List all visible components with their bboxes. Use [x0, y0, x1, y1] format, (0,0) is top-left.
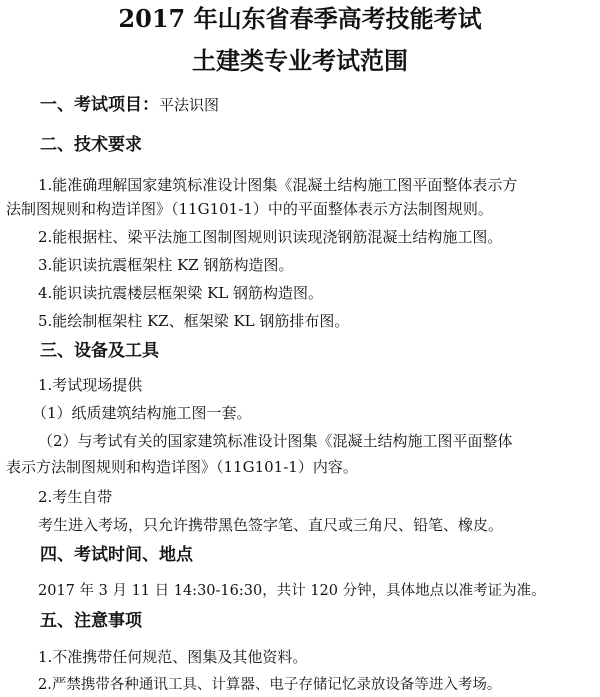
section-3-item-2: 2.考生自带	[38, 488, 113, 506]
section-1	[40, 94, 600, 116]
section-3-item-2-desc: 考生进入考场，只允许携带黑色签字笔、直尺或三角尺、铅笔、橡皮。	[38, 516, 504, 534]
section-2-item-4: 4.能识读抗震楼层框架梁 KL 钢筋构造图。	[38, 284, 324, 302]
section-3-item-1: 1.考试现场提供	[38, 376, 143, 394]
section-5-heading: 五、注意事项	[40, 611, 142, 631]
section-2-heading: 二、技术要求	[40, 135, 142, 155]
section-5-item-1: 1.不准携带任何规范、图集及其他资料。	[38, 648, 308, 666]
section-3-item-1-1: （1）纸质建筑结构施工图一套。	[32, 404, 252, 422]
section-1-heading: 一、考试项目：	[40, 95, 159, 115]
section-3-item-1-2: （2）与考试有关的国家建筑标准设计图集《混凝土结构施工图平面整体	[38, 432, 513, 450]
section-2-item-5: 5.能绘制框架柱 KZ、框架梁 KL 钢筋排布图。	[38, 312, 350, 330]
section-2-item-1-cont: 法制图规则和构造详图》（11G101-1）中的平面整体表示方法制图规则。	[6, 200, 493, 218]
section-2-item-3: 3.能识读抗震框架柱 KZ 钢筋构造图。	[38, 256, 294, 274]
section-1-value: 平法识图	[159, 96, 220, 114]
section-2-item-2: 2.能根据柱、梁平法施工图制图规则识读现浇钢筋混凝土结构施工图。	[38, 228, 503, 246]
section-3-heading: 三、设备及工具	[40, 341, 159, 361]
section-5-item-2: 2.严禁携带各种通讯工具、计算器、电子存储记忆录放设备等进入考场。	[38, 677, 502, 693]
section-3-item-1-2-cont: 表示方法制图规则和构造详图》（11G101-1）内容。	[6, 458, 358, 476]
document-title-line-2: 土建类专业考试范围	[192, 46, 408, 75]
section-4-heading: 四、考试时间、地点	[40, 545, 193, 565]
document-title-line-1: 2017 年山东省春季高考技能考试	[118, 4, 482, 33]
section-2-item-1: 1.能准确理解国家建筑标准设计图集《混凝土结构施工图平面整体表示方	[38, 176, 518, 194]
section-4-text: 2017 年 3 月 11 日 14:30-16:30，共计 120 分钟，具体地点以准考证为准。	[38, 583, 546, 599]
